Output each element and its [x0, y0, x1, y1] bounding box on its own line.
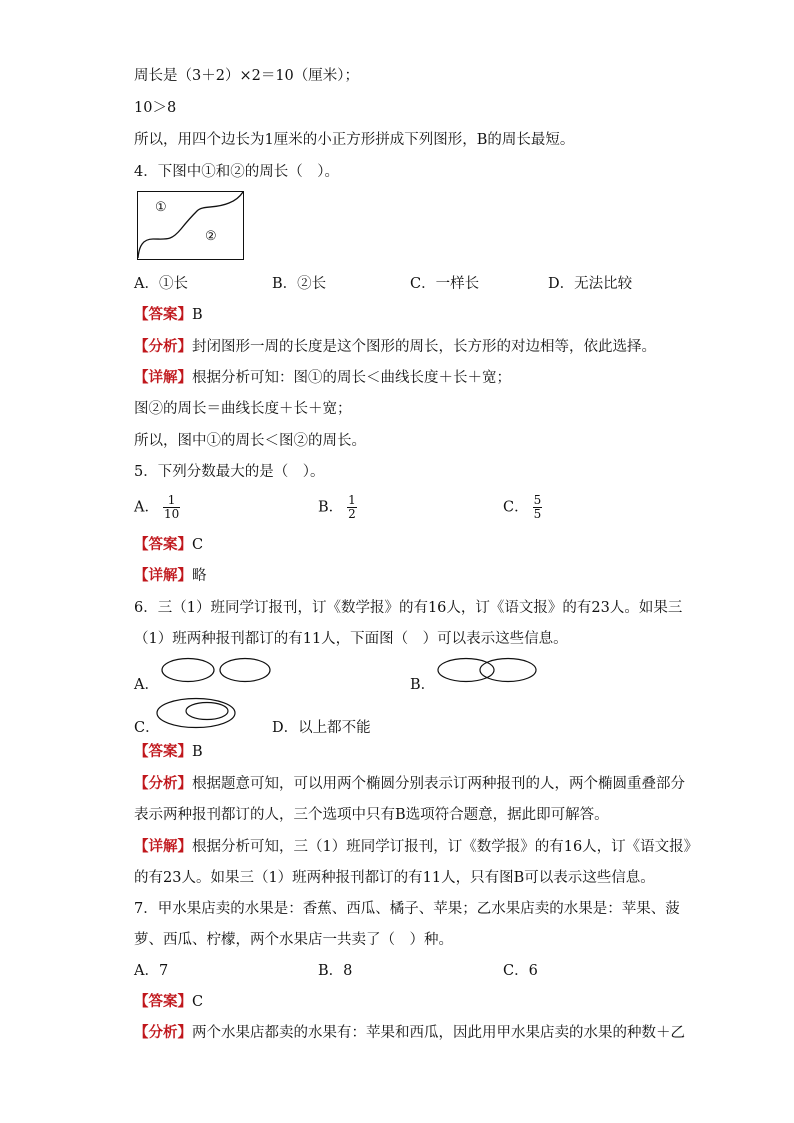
q5-detail-line: [134, 566, 207, 586]
answer-value: B: [192, 307, 203, 323]
question-7: 7．甲水果店卖的水果是：香蕉、西瓜、橘子、苹果；乙水果店卖的水果是：苹果、菠: [134, 901, 680, 917]
answer-tag: 【答案】: [134, 306, 192, 323]
text-line: 图②的周长＝曲线长度＋长＋宽；: [134, 401, 352, 417]
q4-figure: [137, 191, 245, 261]
q6-option-a-figure: [160, 657, 272, 683]
q5-answer-line: [134, 535, 203, 555]
text-line: （1）班两种报刊都订的有11人，下面图（ ）可以表示这些信息。: [134, 631, 568, 647]
analysis-text: 封闭图形一周的长度是这个图形的周长，长方形的对边相等，依此选择。: [192, 339, 656, 355]
detail-tag: 【详解】: [134, 838, 192, 855]
answer-value: B: [192, 744, 203, 760]
q6-answer-line: [134, 742, 203, 762]
q7-analysis-line: [134, 1023, 685, 1043]
question-5: 5．下列分数最大的是（ ）。: [134, 464, 325, 480]
q6-option-c: C．: [134, 720, 160, 736]
text-line: 10＞8: [134, 100, 177, 116]
q6-option-d: D．以上都不能: [272, 720, 371, 736]
text-line: 所以，图中①的周长＜图②的周长。: [134, 433, 366, 449]
text-line: 所以，用四个边长为1厘米的小正方形拼成下列图形，B的周长最短。: [134, 132, 575, 148]
q6-option-a: A．: [134, 677, 159, 693]
q5-option-b: B． $\frac{1}{2}$: [318, 493, 356, 521]
q4-analysis-line: [134, 337, 656, 357]
q4-answer-line: [134, 305, 203, 325]
analysis-tag: 【分析】: [134, 775, 192, 792]
q7-answer-line: [134, 992, 203, 1012]
answer-tag: 【答案】: [134, 536, 192, 553]
detail-text: 根据分析可知：图①的周长＜曲线长度＋长＋宽；: [192, 370, 511, 386]
q5-option-a: A． $\frac{1}{10}$: [134, 493, 180, 521]
q4-option-a: A．①长: [134, 276, 188, 292]
analysis-tag: 【分析】: [134, 1024, 192, 1041]
answer-tag: 【答案】: [134, 743, 192, 760]
analysis-text: 根据题意可知，可以用两个椭圆分别表示订两种报刊的人，两个椭圆重叠部分: [192, 776, 685, 792]
q7-option-b: B．8: [318, 963, 353, 979]
q7-option-c: C．6: [503, 963, 538, 979]
question-4: 4．下图中①和②的周长（ ）。: [134, 164, 339, 180]
detail-tag: 【详解】: [134, 567, 192, 584]
detail-tag: 【详解】: [134, 369, 192, 386]
detail-text: 根据分析可知，三（1）班同学订报刊，订《数学报》的有16人，订《语文报》: [192, 839, 699, 855]
question-6: 6．三（1）班同学订报刊，订《数学报》的有16人，订《语文报》的有23人。如果三: [134, 600, 683, 616]
q6-detail-line: [134, 837, 698, 857]
detail-text: 略: [192, 568, 207, 584]
figure-label-2: ②: [205, 229, 217, 244]
q6-option-b: B．: [410, 677, 436, 693]
text-line: 表示两种报刊都订的人，三个选项中只有B选项符合题意，据此即可解答。: [134, 807, 609, 823]
text-line: 的有23人。如果三（1）班两种报刊都订的有11人，只有图B可以表示这些信息。: [134, 870, 655, 886]
fraction: $\frac{5}{5}$: [533, 493, 542, 521]
analysis-text: 两个水果店都卖的水果有：苹果和西瓜，因此用甲水果店卖的水果的种数＋乙: [192, 1025, 685, 1041]
q4-option-d: D．无法比较: [548, 276, 633, 292]
answer-value: C: [192, 537, 204, 553]
text-line: 萝、西瓜、柠檬，两个水果店一共卖了（ ）种。: [134, 932, 453, 948]
q6-analysis-line: [134, 774, 685, 794]
q4-detail-line: [134, 368, 511, 388]
text-line: 周长是（3＋2）×2＝10（厘米）；: [134, 68, 360, 84]
q5-option-c: C． $\frac{5}{5}$: [503, 493, 542, 521]
fraction: $\frac{1}{10}$: [163, 493, 180, 521]
answer-tag: 【答案】: [134, 993, 192, 1010]
q6-option-b-figure: [436, 657, 540, 683]
answer-value: C: [192, 994, 204, 1010]
figure-label-1: ①: [155, 200, 167, 215]
q4-option-b: B．②长: [272, 276, 327, 292]
q6-option-c-figure: [156, 697, 238, 729]
q4-option-c: C．一样长: [410, 276, 480, 292]
analysis-tag: 【分析】: [134, 338, 192, 355]
q7-option-a: A．7: [134, 963, 169, 979]
fraction: $\frac{1}{2}$: [348, 493, 356, 521]
